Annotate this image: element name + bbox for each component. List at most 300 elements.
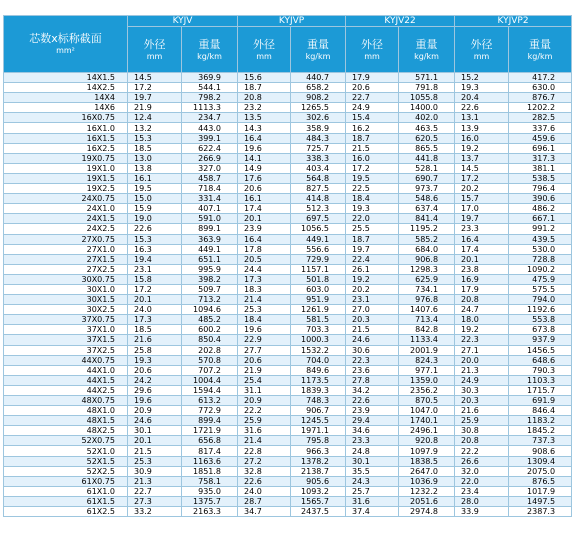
kyjv-weight-cell: 935.0 (182, 486, 238, 496)
kyjvp2-od-cell: 20.1 (455, 254, 509, 264)
kyjv22-weight-cell: 585.2 (399, 234, 455, 244)
spec-cell: 30X1.0 (4, 284, 128, 294)
kyjv-weight-cell: 899.4 (182, 416, 238, 426)
table-row (4, 305, 572, 315)
kyjvp-weight-cell: 564.8 (291, 173, 346, 183)
spec-cell: 37X1.0 (4, 325, 128, 335)
kyjvp-weight-cell: 1971.1 (291, 426, 346, 436)
kyjvp2-weight-header (509, 27, 572, 73)
kyjvp2-od-cell: 17.4 (455, 244, 509, 254)
od-unit: mm (146, 51, 163, 61)
spec-cell: 61X2.5 (4, 507, 128, 517)
spec-cell: 37X1.5 (4, 335, 128, 345)
kyjv22-weight-cell: 906.8 (399, 254, 455, 264)
kyjv22-od-cell: 15.4 (346, 113, 399, 123)
kyjvp2-od-cell: 19.2 (455, 325, 509, 335)
kyjv-od-cell: 25.3 (128, 456, 182, 466)
table-row (4, 103, 572, 113)
kyjv-od-cell: 15.0 (128, 194, 182, 204)
kyjv-od-cell: 29.6 (128, 385, 182, 395)
kyjvp-od-cell: 32.8 (238, 466, 291, 476)
spec-cell: 61X0.75 (4, 476, 128, 486)
spec-cell: 52X1.0 (4, 446, 128, 456)
spec-column-header (4, 16, 128, 73)
kyjvp-weight-cell: 501.8 (291, 274, 346, 284)
kyjv22-weight-cell: 713.4 (399, 315, 455, 325)
table-row (4, 406, 572, 416)
kyjv22-od-cell: 22.6 (346, 396, 399, 406)
kyjv-od-header (128, 27, 182, 73)
kyjv-od-cell: 13.0 (128, 153, 182, 163)
kyjv22-od-cell: 19.3 (346, 204, 399, 214)
kyjv-od-cell: 18.5 (128, 325, 182, 335)
kyjv-od-cell: 24.6 (128, 416, 182, 426)
weight-unit: kg/km (414, 51, 439, 61)
kyjvp2-weight-cell: 530.0 (509, 244, 572, 254)
kyjv22-od-cell: 25.5 (346, 224, 399, 234)
kyjv22-od-cell: 24.8 (346, 446, 399, 456)
kyjv-weight-cell: 369.9 (182, 73, 238, 83)
kyjv22-weight-cell: 920.8 (399, 436, 455, 446)
kyjvp-od-cell: 25.3 (238, 305, 291, 315)
kyjvp2-od-cell: 30.3 (455, 385, 509, 395)
table-row (4, 325, 572, 335)
table-row (4, 284, 572, 294)
kyjv-weight-cell: 850.4 (182, 335, 238, 345)
kyjvp-weight-header (291, 27, 346, 73)
kyjvp2-od-cell: 17.0 (455, 204, 509, 214)
table-row (4, 416, 572, 426)
kyjvp-weight-cell: 2138.7 (291, 466, 346, 476)
kyjv-od-cell: 21.6 (128, 335, 182, 345)
kyjv-od-cell: 20.1 (128, 436, 182, 446)
kyjv-od-cell: 25.8 (128, 345, 182, 355)
kyjv22-od-cell: 30.1 (346, 456, 399, 466)
kyjvp2-od-cell: 21.3 (455, 365, 509, 375)
kyjvp2-weight-cell: 1845.2 (509, 426, 572, 436)
kyjvp2-weight-cell: 1090.2 (509, 264, 572, 274)
kyjvp2-weight-cell: 790.3 (509, 365, 572, 375)
table-row (4, 456, 572, 466)
kyjv-od-cell: 16.1 (128, 173, 182, 183)
kyjvp2-od-header (455, 27, 509, 73)
kyjv-weight-cell: 407.1 (182, 204, 238, 214)
kyjv22-weight-cell: 690.7 (399, 173, 455, 183)
group-header-kyjv22: KYJV22 (346, 16, 455, 27)
spec-cell: 16X0.75 (4, 113, 128, 123)
kyjv22-weight-cell: 528.1 (399, 163, 455, 173)
kyjv-weight-header (182, 27, 238, 73)
kyjvp-weight-cell: 484.3 (291, 133, 346, 143)
kyjv22-weight-cell: 625.9 (399, 274, 455, 284)
kyjvp2-weight-cell: 1103.3 (509, 375, 572, 385)
kyjvp-weight-cell: 905.6 (291, 476, 346, 486)
kyjvp-weight-cell: 581.5 (291, 315, 346, 325)
table-row (4, 436, 572, 446)
kyjv22-weight-cell: 2647.0 (399, 466, 455, 476)
kyjvp-od-cell: 14.9 (238, 163, 291, 173)
spec-cell: 30X0.75 (4, 274, 128, 284)
spec-cell: 52X0.75 (4, 436, 128, 446)
kyjv22-weight-cell: 548.6 (399, 194, 455, 204)
od-label: 外径 (361, 37, 384, 51)
kyjvp2-weight-cell: 1017.9 (509, 486, 572, 496)
table-row (4, 385, 572, 395)
spec-cell: 19X2.5 (4, 184, 128, 194)
kyjv22-weight-cell: 2001.9 (399, 345, 455, 355)
kyjvp2-od-cell: 13.7 (455, 153, 509, 163)
kyjvp-weight-cell: 795.8 (291, 436, 346, 446)
kyjvp-od-cell: 17.6 (238, 173, 291, 183)
kyjvp2-weight-cell: 381.1 (509, 163, 572, 173)
kyjvp-od-cell: 21.4 (238, 436, 291, 446)
table-row (4, 224, 572, 234)
kyjvp-od-cell: 18.7 (238, 83, 291, 93)
kyjv22-od-cell: 34.6 (346, 426, 399, 436)
table-row (4, 163, 572, 173)
kyjvp2-weight-cell: 1192.6 (509, 305, 572, 315)
kyjvp2-weight-cell: 2075.0 (509, 466, 572, 476)
kyjv-weight-cell: 398.2 (182, 274, 238, 284)
kyjvp2-od-cell: 19.7 (455, 214, 509, 224)
spec-cell: 27X2.5 (4, 264, 128, 274)
kyjv22-od-header (346, 27, 399, 73)
kyjv22-weight-cell: 441.8 (399, 153, 455, 163)
kyjv-od-cell: 13.8 (128, 163, 182, 173)
kyjv-od-cell: 18.5 (128, 143, 182, 153)
kyjv22-weight-cell: 463.5 (399, 123, 455, 133)
kyjvp2-od-cell: 20.4 (455, 93, 509, 103)
kyjvp-weight-cell: 338.3 (291, 153, 346, 163)
kyjvp2-weight-cell: 1456.5 (509, 345, 572, 355)
spec-cell: 19X0.75 (4, 153, 128, 163)
od-label: 外径 (253, 37, 276, 51)
kyjvp2-od-cell: 16.0 (455, 133, 509, 143)
kyjvp-od-cell: 20.8 (238, 93, 291, 103)
kyjv22-weight-cell: 1838.5 (399, 456, 455, 466)
kyjvp2-weight-cell: 794.0 (509, 295, 572, 305)
table-row (4, 355, 572, 365)
kyjvp-od-cell: 17.8 (238, 244, 291, 254)
kyjv22-weight-cell: 2356.2 (399, 385, 455, 395)
kyjvp-weight-cell: 556.6 (291, 244, 346, 254)
kyjv-od-cell: 12.4 (128, 113, 182, 123)
table-row (4, 274, 572, 284)
kyjv22-od-cell: 19.5 (346, 173, 399, 183)
kyjv-od-cell: 23.1 (128, 264, 182, 274)
kyjv22-weight-cell: 620.5 (399, 133, 455, 143)
kyjvp-od-cell: 15.6 (238, 73, 291, 83)
spec-cell: 24X2.5 (4, 224, 128, 234)
kyjv22-weight-cell: 734.1 (399, 284, 455, 294)
kyjvp-weight-cell: 440.7 (291, 73, 346, 83)
kyjvp2-od-cell: 24.7 (455, 305, 509, 315)
table-row (4, 446, 572, 456)
kyjvp2-od-cell: 30.8 (455, 426, 509, 436)
group-header-kyjvp2: KYJVP2 (455, 16, 572, 27)
spec-cell: 24X1.5 (4, 214, 128, 224)
kyjvp-od-cell: 23.9 (238, 224, 291, 234)
spec-cell: 44X1.0 (4, 365, 128, 375)
kyjv-weight-cell: 1094.6 (182, 305, 238, 315)
kyjv22-od-cell: 19.7 (346, 244, 399, 254)
kyjvp2-weight-cell: 630.0 (509, 83, 572, 93)
kyjvp2-weight-cell: 696.1 (509, 143, 572, 153)
kyjv-od-cell: 15.3 (128, 234, 182, 244)
kyjv-od-cell: 15.9 (128, 204, 182, 214)
spec-cell: 14X1.5 (4, 73, 128, 83)
kyjvp-weight-cell: 966.3 (291, 446, 346, 456)
spec-cell: 52X2.5 (4, 466, 128, 476)
kyjv22-od-cell: 23.6 (346, 365, 399, 375)
kyjvp-weight-cell: 414.8 (291, 194, 346, 204)
kyjvp-weight-cell: 729.9 (291, 254, 346, 264)
kyjvp-weight-cell: 725.7 (291, 143, 346, 153)
kyjv22-od-cell: 24.3 (346, 476, 399, 486)
kyjvp2-weight-cell: 673.8 (509, 325, 572, 335)
kyjv-weight-cell: 509.7 (182, 284, 238, 294)
spec-cell: 30X2.5 (4, 305, 128, 315)
kyjvp-od-cell: 23.2 (238, 103, 291, 113)
kyjv22-weight-cell: 637.4 (399, 204, 455, 214)
kyjvp2-od-cell: 23.4 (455, 486, 509, 496)
spec-cell: 37X0.75 (4, 315, 128, 325)
kyjv-weight-cell: 234.7 (182, 113, 238, 123)
spec-cell: 27X1.5 (4, 254, 128, 264)
spec-cell: 44X1.5 (4, 375, 128, 385)
spec-cell: 24X1.0 (4, 204, 128, 214)
kyjv-od-cell: 22.6 (128, 224, 182, 234)
kyjv-weight-cell: 399.1 (182, 133, 238, 143)
kyjv-od-cell: 16.3 (128, 244, 182, 254)
kyjv-weight-cell: 458.7 (182, 173, 238, 183)
kyjv-od-cell: 22.7 (128, 486, 182, 496)
kyjv22-od-cell: 29.4 (346, 416, 399, 426)
kyjv-weight-cell: 622.4 (182, 143, 238, 153)
kyjvp-weight-cell: 1839.3 (291, 385, 346, 395)
kyjv22-od-cell: 18.4 (346, 194, 399, 204)
kyjv-od-cell: 17.2 (128, 284, 182, 294)
kyjvp-weight-cell: 603.0 (291, 284, 346, 294)
kyjv-weight-cell: 591.0 (182, 214, 238, 224)
table-row (4, 507, 572, 517)
kyjv-weight-cell: 1375.7 (182, 496, 238, 506)
kyjvp2-od-cell: 22.0 (455, 476, 509, 486)
kyjv-weight-cell: 1851.8 (182, 466, 238, 476)
kyjvp-od-cell: 22.9 (238, 335, 291, 345)
kyjv-weight-cell: 331.4 (182, 194, 238, 204)
spec-cell: 27X1.0 (4, 244, 128, 254)
kyjv-weight-cell: 2163.3 (182, 507, 238, 517)
spec-cell: 19X1.0 (4, 163, 128, 173)
kyjvp-od-cell: 14.1 (238, 153, 291, 163)
kyjvp-weight-cell: 2437.5 (291, 507, 346, 517)
kyjv22-weight-cell: 1407.6 (399, 305, 455, 315)
kyjv22-weight-cell: 865.5 (399, 143, 455, 153)
weight-label: 重量 (529, 37, 552, 51)
kyjvp2-weight-cell: 390.6 (509, 194, 572, 204)
kyjvp2-od-cell: 13.1 (455, 113, 509, 123)
kyjvp2-weight-cell: 575.5 (509, 284, 572, 294)
kyjv-weight-cell: 485.2 (182, 315, 238, 325)
table-row (4, 244, 572, 254)
kyjv22-od-cell: 27.8 (346, 375, 399, 385)
kyjv22-od-cell: 22.5 (346, 184, 399, 194)
kyjvp-od-cell: 28.7 (238, 496, 291, 506)
spec-label: 芯数x标称截面 (29, 32, 102, 45)
kyjv-weight-cell: 651.1 (182, 254, 238, 264)
kyjv-weight-cell: 449.1 (182, 244, 238, 254)
table-row (4, 234, 572, 244)
spec-cell: 16X1.5 (4, 133, 128, 143)
kyjv-weight-cell: 327.0 (182, 163, 238, 173)
kyjvp-od-cell: 24.0 (238, 486, 291, 496)
kyjv22-od-cell: 22.0 (346, 214, 399, 224)
kyjv-od-cell: 19.5 (128, 184, 182, 194)
kyjv-od-cell: 17.2 (128, 83, 182, 93)
kyjv22-od-cell: 16.2 (346, 123, 399, 133)
kyjv22-od-cell: 22.7 (346, 93, 399, 103)
kyjvp-od-cell: 34.7 (238, 507, 291, 517)
od-label: 外径 (470, 37, 493, 51)
kyjv22-od-cell: 21.5 (346, 325, 399, 335)
kyjv22-weight-cell: 977.1 (399, 365, 455, 375)
kyjv-weight-cell: 707.2 (182, 365, 238, 375)
kyjv-od-cell: 30.9 (128, 466, 182, 476)
table-row (4, 214, 572, 224)
table-row (4, 264, 572, 274)
spec-cell: 48X2.5 (4, 426, 128, 436)
spec-cell: 61X1.0 (4, 486, 128, 496)
kyjv-weight-cell: 1721.9 (182, 426, 238, 436)
kyjv-weight-cell: 1163.6 (182, 456, 238, 466)
kyjvp-weight-cell: 1093.2 (291, 486, 346, 496)
kyjv22-od-cell: 17.2 (346, 163, 399, 173)
kyjvp2-od-cell: 20.2 (455, 184, 509, 194)
kyjv22-weight-cell: 1055.8 (399, 93, 455, 103)
kyjvp-od-cell: 20.6 (238, 355, 291, 365)
kyjvp-weight-cell: 703.3 (291, 325, 346, 335)
weight-unit: kg/km (197, 51, 222, 61)
table-row (4, 194, 572, 204)
kyjvp2-od-cell: 13.9 (455, 123, 509, 133)
table-row (4, 113, 572, 123)
weight-unit: kg/km (527, 51, 553, 61)
table-body (4, 73, 572, 517)
kyjvp2-od-cell: 17.9 (455, 284, 509, 294)
kyjv-weight-cell: 817.4 (182, 446, 238, 456)
kyjvp2-weight-cell: 417.2 (509, 73, 572, 83)
kyjvp-weight-cell: 704.0 (291, 355, 346, 365)
kyjv-od-cell: 15.3 (128, 133, 182, 143)
kyjv-weight-cell: 202.8 (182, 345, 238, 355)
kyjv-weight-cell: 713.2 (182, 295, 238, 305)
cable-spec-table-container (3, 15, 571, 517)
kyjv-od-cell: 24.0 (128, 305, 182, 315)
spec-cell: 16X1.0 (4, 123, 128, 133)
kyjvp2-weight-cell: 2387.3 (509, 507, 572, 517)
weight-unit: kg/km (305, 51, 331, 61)
kyjv22-od-cell: 23.3 (346, 436, 399, 446)
kyjv22-od-cell: 18.7 (346, 133, 399, 143)
table-row (4, 143, 572, 153)
kyjv22-weight-cell: 824.3 (399, 355, 455, 365)
table-row (4, 123, 572, 133)
kyjv22-od-cell: 20.2 (346, 284, 399, 294)
kyjvp2-od-cell: 32.0 (455, 466, 509, 476)
kyjvp2-od-cell: 20.3 (455, 396, 509, 406)
kyjvp2-weight-cell: 846.4 (509, 406, 572, 416)
kyjvp2-weight-cell: 728.8 (509, 254, 572, 264)
spec-cell: 48X1.5 (4, 416, 128, 426)
kyjv22-weight-cell: 2496.1 (399, 426, 455, 436)
table-row (4, 396, 572, 406)
kyjvp2-weight-cell: 282.5 (509, 113, 572, 123)
kyjv22-weight-cell: 684.0 (399, 244, 455, 254)
kyjv22-weight-cell: 2051.6 (399, 496, 455, 506)
kyjvp2-weight-cell: 1715.7 (509, 385, 572, 395)
kyjvp-weight-cell: 1173.5 (291, 375, 346, 385)
kyjv22-od-cell: 31.6 (346, 496, 399, 506)
kyjvp-od-cell: 14.3 (238, 123, 291, 133)
spec-cell: 44X2.5 (4, 385, 128, 395)
kyjv22-od-cell: 23.9 (346, 406, 399, 416)
kyjv22-weight-cell: 973.7 (399, 184, 455, 194)
od-unit: mm (256, 51, 272, 61)
kyjv-weight-cell: 772.9 (182, 406, 238, 416)
kyjv-weight-cell: 600.2 (182, 325, 238, 335)
kyjvp-weight-cell: 449.1 (291, 234, 346, 244)
group-header-kyjvp: KYJVP (238, 16, 346, 27)
kyjv22-od-cell: 25.7 (346, 486, 399, 496)
kyjvp-weight-cell: 1000.3 (291, 335, 346, 345)
od-label: 外径 (143, 37, 166, 51)
spec-cell: 48X1.0 (4, 406, 128, 416)
table-header (4, 16, 572, 73)
spec-cell: 14X6 (4, 103, 128, 113)
kyjv22-od-cell: 19.2 (346, 274, 399, 284)
kyjvp-weight-cell: 908.2 (291, 93, 346, 103)
weight-label: 重量 (198, 37, 221, 51)
kyjvp-od-cell: 24.4 (238, 264, 291, 274)
kyjvp-od-cell: 21.9 (238, 365, 291, 375)
kyjv22-od-cell: 34.2 (346, 385, 399, 395)
table-row (4, 375, 572, 385)
kyjvp2-weight-cell: 317.3 (509, 153, 572, 163)
od-unit: mm (473, 51, 490, 61)
kyjvp2-od-cell: 16.4 (455, 234, 509, 244)
kyjvp2-od-cell: 28.0 (455, 496, 509, 506)
table-row (4, 476, 572, 486)
kyjvp-weight-cell: 1265.5 (291, 103, 346, 113)
kyjv22-weight-cell: 791.8 (399, 83, 455, 93)
kyjv-od-cell: 21.5 (128, 446, 182, 456)
weight-label: 重量 (415, 37, 438, 51)
kyjv-od-cell: 15.8 (128, 274, 182, 284)
spec-cell: 19X1.5 (4, 173, 128, 183)
kyjvp-od-header (238, 27, 291, 73)
kyjvp2-weight-cell: 1309.4 (509, 456, 572, 466)
spec-cell: 48X0.75 (4, 396, 128, 406)
kyjvp2-od-cell: 22.3 (455, 335, 509, 345)
kyjvp-od-cell: 16.4 (238, 234, 291, 244)
kyjvp2-weight-cell: 876.7 (509, 93, 572, 103)
kyjvp2-od-cell: 15.2 (455, 73, 509, 83)
spec-unit: mm² (56, 46, 75, 55)
kyjvp-od-cell: 22.6 (238, 476, 291, 486)
table-row (4, 133, 572, 143)
kyjvp2-weight-cell: 1183.2 (509, 416, 572, 426)
